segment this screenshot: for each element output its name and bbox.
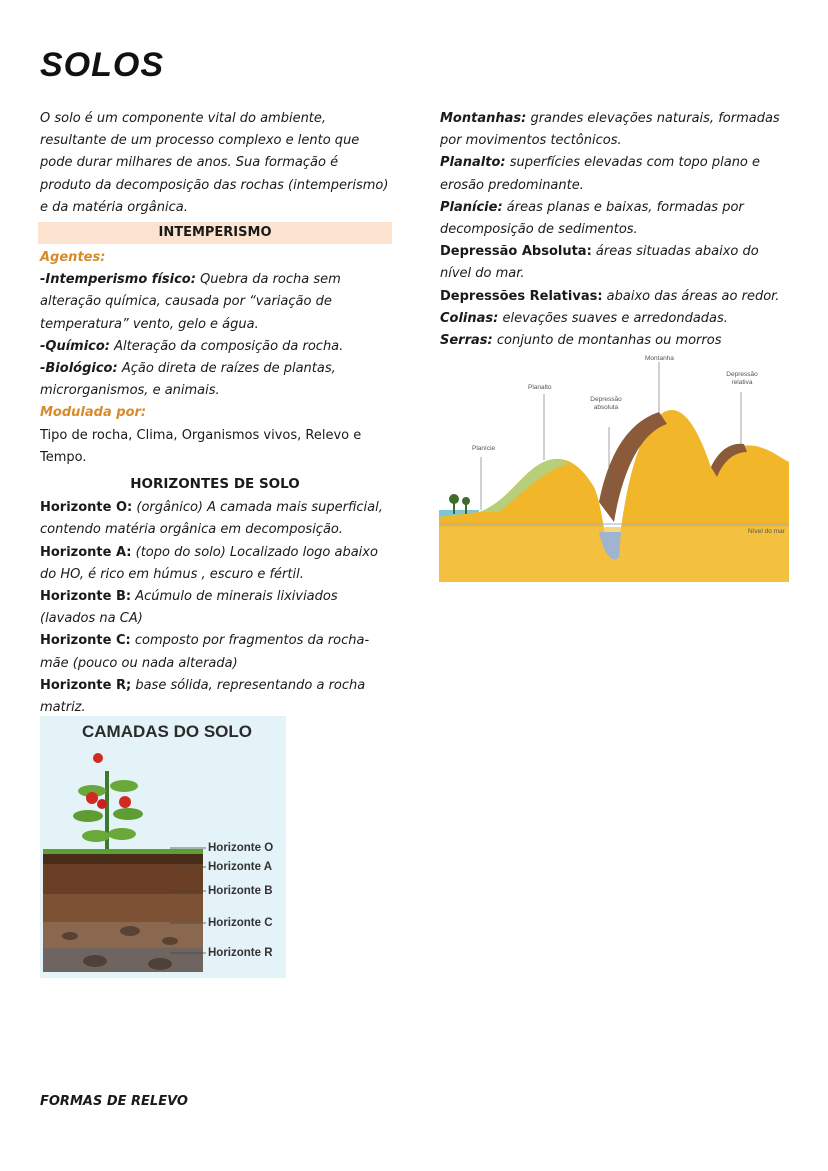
horizonte-o-item: Horizonte O: (orgânico) A camada mais superficial, contendo matéria orgânica em decomposição. bbox=[40, 500, 383, 538]
layer-r bbox=[43, 948, 203, 972]
horizonte-b-item: Horizonte B: Acúmulo de minerais lixiviados (lavados na CA) bbox=[40, 589, 338, 627]
planicie-item: Planície: áreas planas e baixas, formadas por decomposição de sedimentos. bbox=[440, 199, 744, 238]
label-horizonte-b: Horizonte B bbox=[208, 885, 273, 897]
label-montanha: Montanha bbox=[645, 355, 674, 362]
fisico-item: -Intemperismo físico: Quebra da rocha sem alteração química, causada por “variação de temperatura” vento, gelo e água. bbox=[40, 272, 341, 332]
intemperismo-heading: INTEMPERISMO bbox=[38, 222, 392, 244]
label-depressao-absoluta: Depressão absoluta bbox=[590, 396, 622, 411]
footer-heading: FORMAS DE RELEVO bbox=[40, 1094, 188, 1109]
layer-b bbox=[43, 894, 203, 922]
left-column bbox=[40, 108, 390, 719]
planalto-item: Planalto: superfícies elevadas com topo plano e erosão predominante. bbox=[440, 155, 761, 193]
agentes-label: Agentes: bbox=[40, 250, 106, 266]
label-planicie: Planície bbox=[472, 445, 496, 452]
serras-item: Serras: conjunto de montanhas ou morros bbox=[440, 333, 722, 349]
intro-paragraph: O solo é um componente vital do ambiente, resultante de um processo complexo e lento que pode durar milhares de anos. Sua formação é produto da decomposição das rochas (intemperismo) e da matéria orgânica. bbox=[40, 111, 389, 215]
horizonte-c-item: Horizonte C: composto por fragmentos da rocha-mãe (pouco ou nada alterada) bbox=[40, 633, 370, 671]
right-column bbox=[440, 108, 790, 374]
biologico-item: -Biológico: Ação direta de raízes de plantas, microrganismos, e animais. bbox=[40, 361, 336, 399]
label-horizonte-a: Horizonte A bbox=[208, 861, 273, 873]
layer-a bbox=[43, 864, 203, 894]
horizonte-r-item: Horizonte R; base sólida, representando a rocha matriz. bbox=[40, 677, 366, 716]
page-title: SOLOS bbox=[40, 46, 165, 84]
label-depressao-relativa: Depressão relativa bbox=[726, 371, 758, 386]
modulada-text: Tipo de rocha, Clima, Organismos vivos, Relevo e Tempo. bbox=[40, 427, 362, 465]
label-horizonte-r: Horizonte R bbox=[208, 947, 273, 959]
modulada-label: Modulada por: bbox=[40, 405, 147, 421]
layer-o bbox=[43, 854, 203, 864]
label-horizonte-o: Horizonte O bbox=[208, 842, 274, 854]
horizonte-a-item: Horizonte A: (topo do solo) Localizado logo abaixo do HO, é rico em húmus , escuro e fértil. bbox=[40, 544, 378, 582]
label-horizonte-c: Horizonte C bbox=[208, 917, 273, 929]
depressoes-relativas-item: Depressões Relativas: abaixo das áreas ao redor. bbox=[440, 288, 780, 304]
label-planalto: Planalto bbox=[528, 384, 552, 391]
soil-figure-title: CAMADAS DO SOLO bbox=[82, 722, 252, 741]
montanhas-item: Montanhas: grandes elevações naturais, formadas por movimentos tectônicos. bbox=[440, 111, 780, 149]
depressao-absoluta-item: Depressão Absoluta: áreas situadas abaixo do nível do mar. bbox=[440, 244, 759, 282]
horizontes-heading: HORIZONTES DE SOLO bbox=[130, 476, 300, 493]
quimico-item: -Químico: Alteração da composição da rocha. bbox=[40, 338, 344, 354]
label-nivel-mar: Nível do mar bbox=[748, 528, 785, 535]
colinas-item: Colinas: elevações suaves e arredondadas. bbox=[440, 310, 728, 326]
